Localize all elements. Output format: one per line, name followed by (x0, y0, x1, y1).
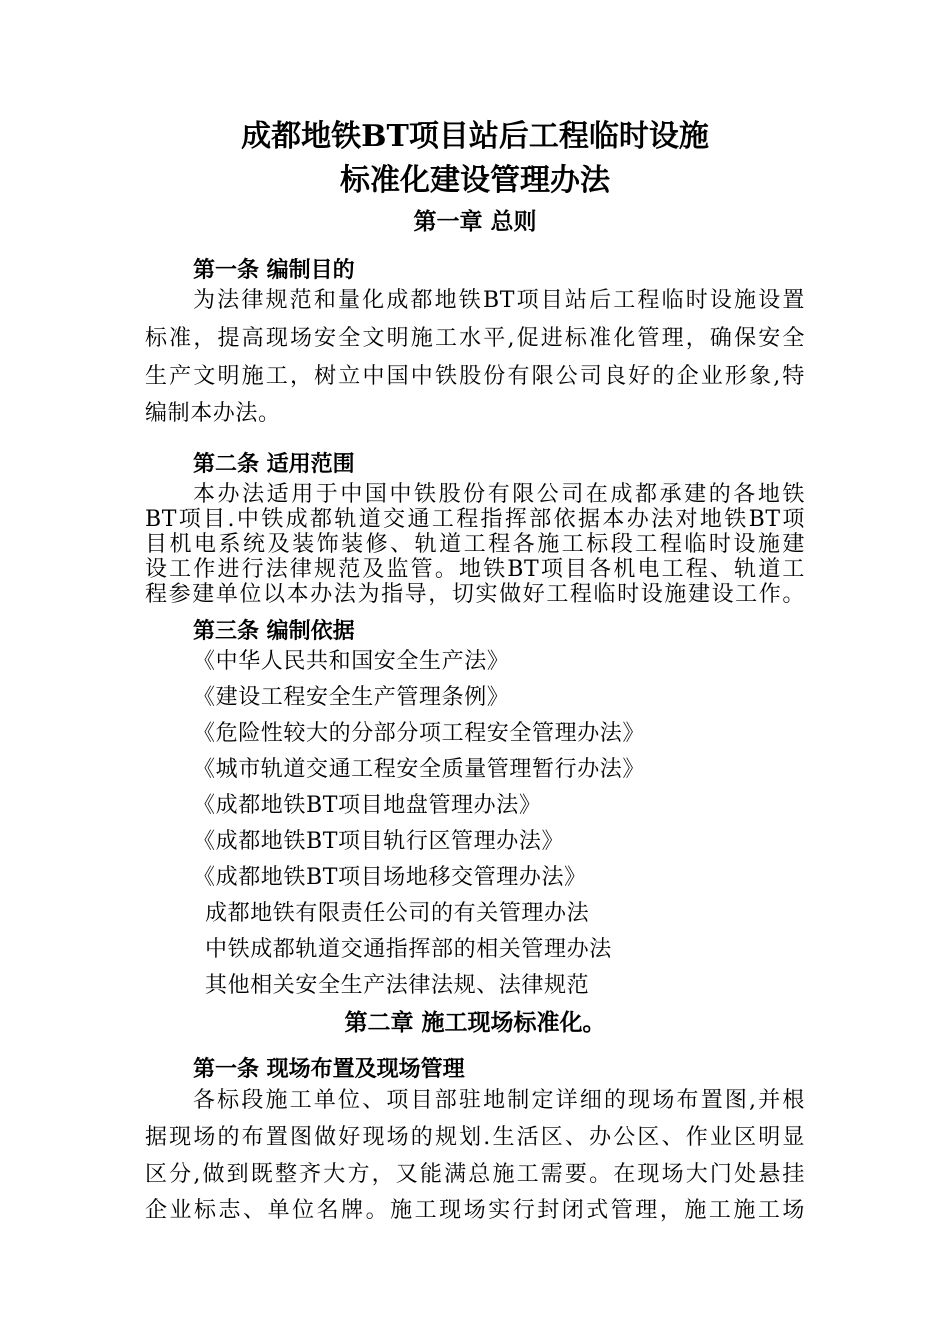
paragraph-line: 企业标志、单位名牌。施工现场实行封闭式管理，施工施工场 (145, 1198, 805, 1223)
paragraph-line: 生产文明施工，树立中国中铁股份有限公司良好的企业形象,特 (145, 364, 805, 389)
reference-item: 其他相关安全生产法律法规、法律规范 (205, 973, 590, 998)
article-heading-scope: 第二条 适用范围 (193, 451, 355, 477)
paragraph-line: 程参建单位以本办法为指导，切实做好工程临时设施建设工作。 (145, 582, 805, 607)
reference-item: 成都地铁有限责任公司的有关管理办法 (205, 901, 590, 926)
reference-item: 《建设工程安全生产管理条例》 (193, 685, 510, 710)
paragraph-line: 编制本办法。 (145, 401, 281, 426)
paragraph-line: 标准，提高现场安全文明施工水平,促进标准化管理，确保安全 (145, 326, 805, 351)
paragraph-line: 为法律规范和量化成都地铁BT项目站后工程临时设施设置 (193, 288, 805, 313)
paragraph-line: 据现场的布置图做好现场的规划.生活区、办公区、作业区明显 (145, 1125, 805, 1150)
chapter-heading-2: 第二章 施工现场标准化。 (344, 1009, 606, 1036)
paragraph-line: 各标段施工单位、项目部驻地制定详细的现场布置图,并根 (193, 1088, 805, 1113)
paragraph-line: 目机电系统及装饰装修、轨道工程各施工标段工程临时设施建 (145, 532, 805, 557)
chapter-heading-1: 第一章 总则 (413, 208, 537, 235)
paragraph-line: 区分,做到既整齐大方，又能满总施工需要。在现场大门处悬挂 (145, 1162, 805, 1187)
reference-item: 《成都地铁BT项目场地移交管理办法》 (193, 865, 587, 890)
paragraph-line: 本办法适用于中国中铁股份有限公司在成都承建的各地铁 (193, 482, 805, 507)
paragraph-line: BT项目.中铁成都轨道交通工程指挥部依据本办法对地铁BT项 (145, 507, 805, 532)
document-title-line2: 标准化建设管理办法 (340, 163, 610, 198)
article-heading-site-layout: 第一条 现场布置及现场管理 (193, 1056, 465, 1082)
reference-item: 《危险性较大的分部分项工程安全管理办法》 (193, 721, 646, 746)
reference-item: 《城市轨道交通工程安全质量管理暂行办法》 (193, 757, 646, 782)
article-heading-basis: 第三条 编制依据 (193, 618, 355, 644)
reference-item: 《成都地铁BT项目轨行区管理办法》 (193, 829, 565, 854)
article-heading-purpose: 第一条 编制目的 (193, 257, 355, 283)
document-title-line1: 成都地铁BT项目站后工程临时设施 (241, 119, 709, 154)
reference-item: 《成都地铁BT项目地盘管理办法》 (193, 793, 542, 818)
paragraph-line: 设工作进行法律规范及监管。地铁BT项目各机电工程、轨道工 (145, 557, 805, 582)
reference-item: 《中华人民共和国安全生产法》 (193, 649, 510, 674)
reference-item: 中铁成都轨道交通指挥部的相关管理办法 (205, 937, 612, 962)
